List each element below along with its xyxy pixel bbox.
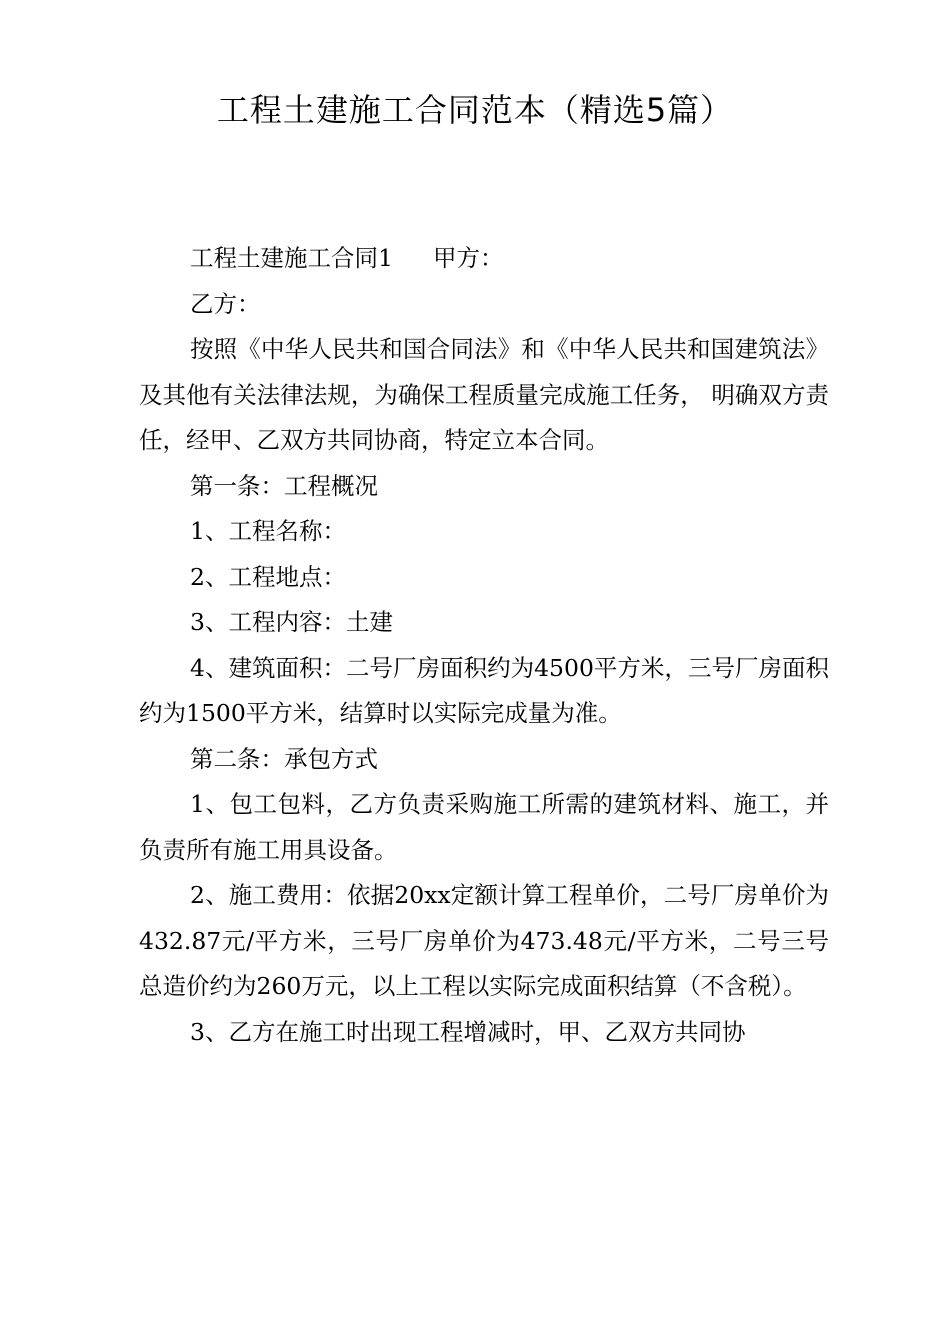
party-b-label: 乙方：: [190, 289, 261, 318]
contract-heading: 工程土建施工合同1: [190, 244, 393, 272]
contract-heading-line: [139, 236, 829, 282]
party-a-label: 甲方：: [432, 244, 504, 272]
document-title: 工程土建施工合同范本（精选5篇）: [216, 91, 734, 129]
list-item: 4、建筑面积：二号厂房面积约为4500平方米，三号厂房面积约为1500平方米，结算时以实际完成量为准。: [139, 653, 829, 727]
section-heading-contract-mode: 第二条：承包方式: [190, 744, 378, 773]
section-heading-overview: 第一条：工程概况: [190, 471, 378, 500]
list-item: 1、工程名称：: [190, 517, 346, 545]
list-item: 3、乙方在施工时出现工程增减时，甲、乙双方共同协: [190, 1017, 746, 1046]
list-item: 3、工程内容：土建: [190, 608, 393, 636]
paragraph-preamble: 按照《中华人民共和国合同法》和《中华人民共和国建筑法》及其他有关法律法规，为确保工程质量完成施工任务， 明确双方责任，经甲、乙双方共同协商，特定立本合同。: [139, 335, 829, 454]
list-item: 1、包工包料，乙方负责采购施工所需的建筑材料、施工，并负责所有施工用具设备。: [139, 790, 829, 864]
list-item: 2、施工费用：依据20xx定额计算工程单价，二号厂房单价为432.87元/平方米，三号厂房单价为473.48元/平方米，二号三号总造价约为260万元，以上工程以实际完成面积结算（不含税）。: [139, 881, 829, 1000]
document-body: [139, 236, 829, 1055]
list-item: 2、工程地点：: [190, 562, 346, 591]
